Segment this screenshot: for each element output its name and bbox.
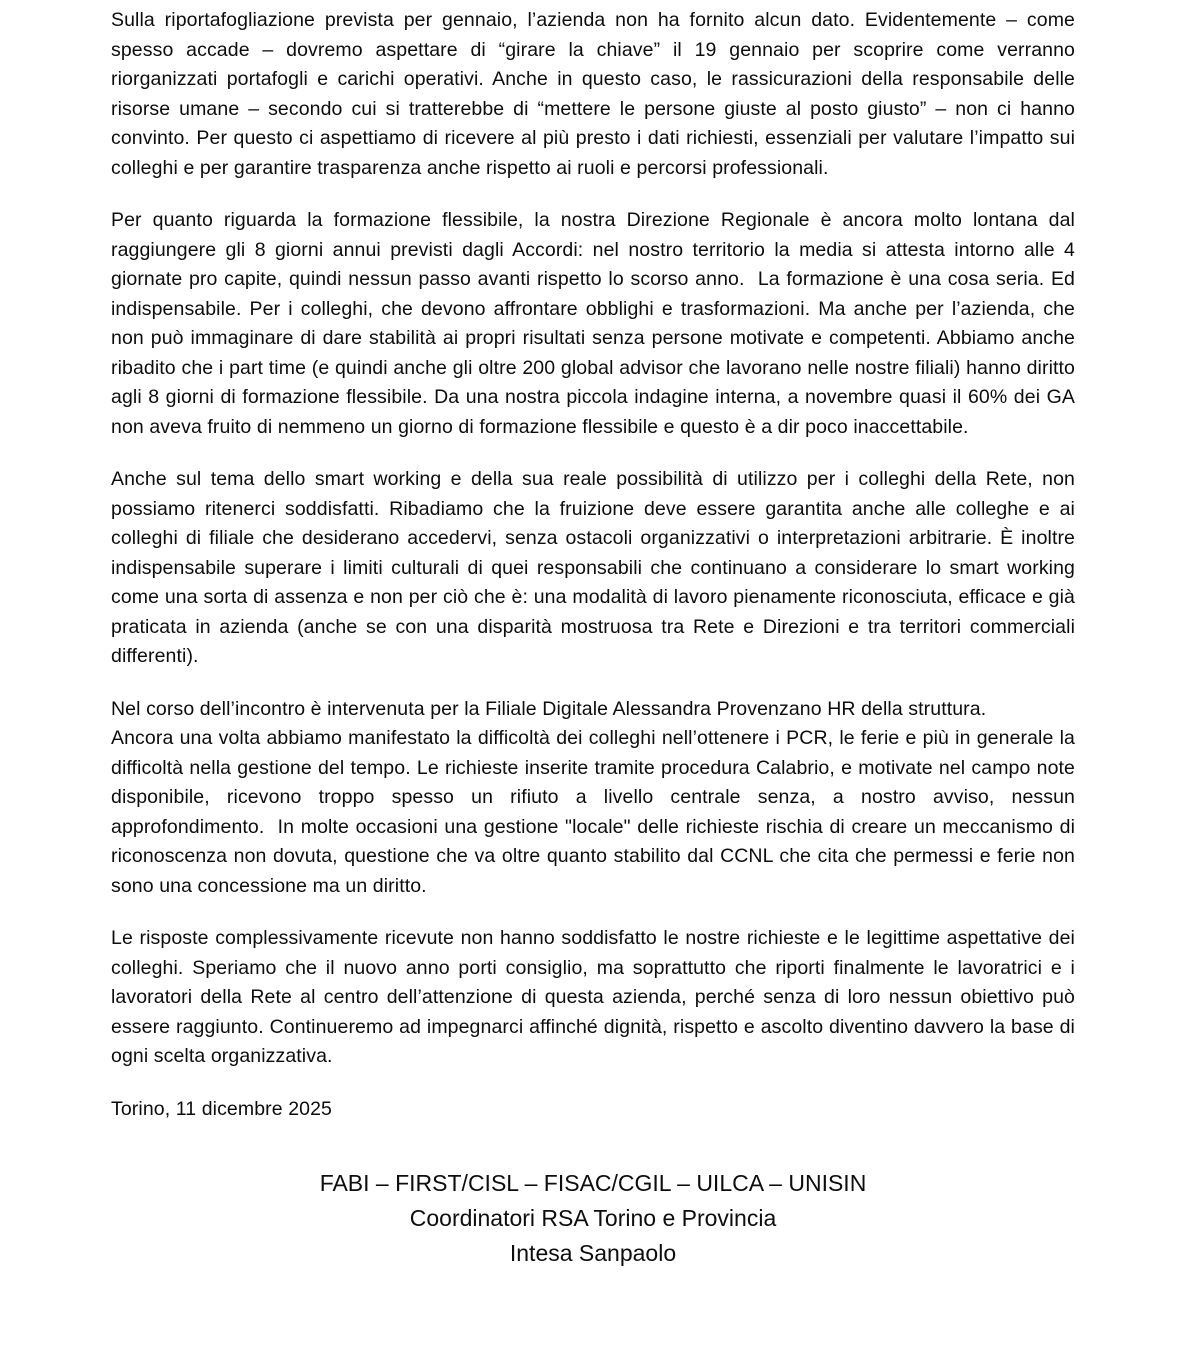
signature-company-line: Intesa Sanpaolo xyxy=(509,1240,677,1266)
paragraph-flexible-training: Per quanto riguarda la formazione flessibile, la nostra Direzione Regionale è ancora molto lontana dal raggiungere gli 8 giorni annui previsti dagli Accordi: nel nostro territorio la media si attesta intorno alle 4 giornate pro capite, quindi nessun passo avanti rispetto lo scorso anno. La formazione è una cosa seria. Ed indispensabile. Per i colleghi, che devono affrontare obblighi e trasformazioni. Ma anche per l’azienda, che non può immaginare di dare stabilità ai propri risultati senza persone motivate e competenti. Abbiamo anche ribadito che i part time (e quindi anche gli oltre 200 global advisor che lavorano nelle nostre filiali) hanno diritto agli 8 giorni di formazione flessibile. Da una nostra piccola indagine interna, a novembre quasi il 60% dei GA non aveva fruito di nemmeno un giorno di formazione flessibile e questo è a dir poco inaccettabile. xyxy=(111,209,1075,438)
paragraph-portfolio-reassignment: Sulla riportafogliazione prevista per gennaio, l’azienda non ha fornito alcun dato. Evidentemente – come spesso accade – dovremo aspettare di “girare la chiave” il 19 gennaio per scoprire come verranno riorganizzati portafogli e carichi operativi. Anche in questo caso, le rassicurazioni della responsabile delle risorse umane – secondo cui si tratterebbe di “mettere le persone giuste al posto giusto” – non ci hanno convinto. Per questo ci aspettiamo di ricevere al più presto i dati richiesti, essenziali per valutare l’impatto sui colleghi e per garantire trasparenza anche rispetto ai ruoli e percorsi professionali. xyxy=(111,9,1075,179)
signature-unions-line: FABI – FIRST/CISL – FISAC/CGIL – UILCA – UNISIN xyxy=(319,1170,867,1196)
dateline: Torino, 11 dicembre 2025 xyxy=(111,1097,333,1120)
signature-coordinators-line: Coordinatori RSA Torino e Provincia xyxy=(409,1205,777,1231)
paragraph-smart-working: Anche sul tema dello smart working e della sua reale possibilità di utilizzo per i colleghi della Rete, non possiamo ritenerci soddisfatti. Ribadiamo che la fruizione deve essere garantita anche alle colleghe e ai colleghi di filiale che desiderano accedervi, senza ostacoli organizzativi o interpretazioni arbitrarie. È inoltre indispensabile superare i limiti culturali di quei responsabili che continuano a considerare lo smart working come una sorta di assenza e non per ciò che è: una modalità di lavoro pienamente riconosciuta, efficace e già praticata in azienda (anche se con una disparità mostruosa tra Rete e Direzioni e tra territori commerciali differenti). xyxy=(111,468,1075,667)
paragraph-digital-branch xyxy=(111,695,1075,902)
signature-block xyxy=(111,1166,1075,1271)
paragraph-digital-branch-intro-line: Nel corso dell’incontro è intervenuta per la Filiale Digitale Alessandra Provenzano HR della struttura. xyxy=(111,697,987,720)
paragraph-digital-branch-body: Ancora una volta abbiamo manifestato la difficoltà dei colleghi nell’ottenere i PCR, le ferie e più in generale la difficoltà nella gestione del tempo. Le richieste inserite tramite procedura Calabrio, e motivate nel campo note disponibile, ricevono troppo spesso un rifiuto a livello centrale senza, a nostro avviso, nessun approfondimento. In molte occasioni una gestione "locale" delle richieste rischia di creare un meccanismo di riconoscenza non dovuta, questione che va oltre quanto stabilito dal CCNL che cita che permessi e ferie non sono una concessione ma un diritto. xyxy=(111,727,1075,897)
paragraph-overall-responses: Le risposte complessivamente ricevute non hanno soddisfatto le nostre richieste e le legittime aspettative dei colleghi. Speriamo che il nuovo anno porti consiglio, ma soprattutto che riporti finalmente le lavoratrici e i lavoratori della Rete al centro dell’attenzione di questa azienda, perché senza di loro nessun obiettivo può essere raggiunto. Continueremo ad impegnarci affinché dignità, rispetto e ascolto diventino davvero la base di ogni scelta organizzativa. xyxy=(111,927,1075,1067)
